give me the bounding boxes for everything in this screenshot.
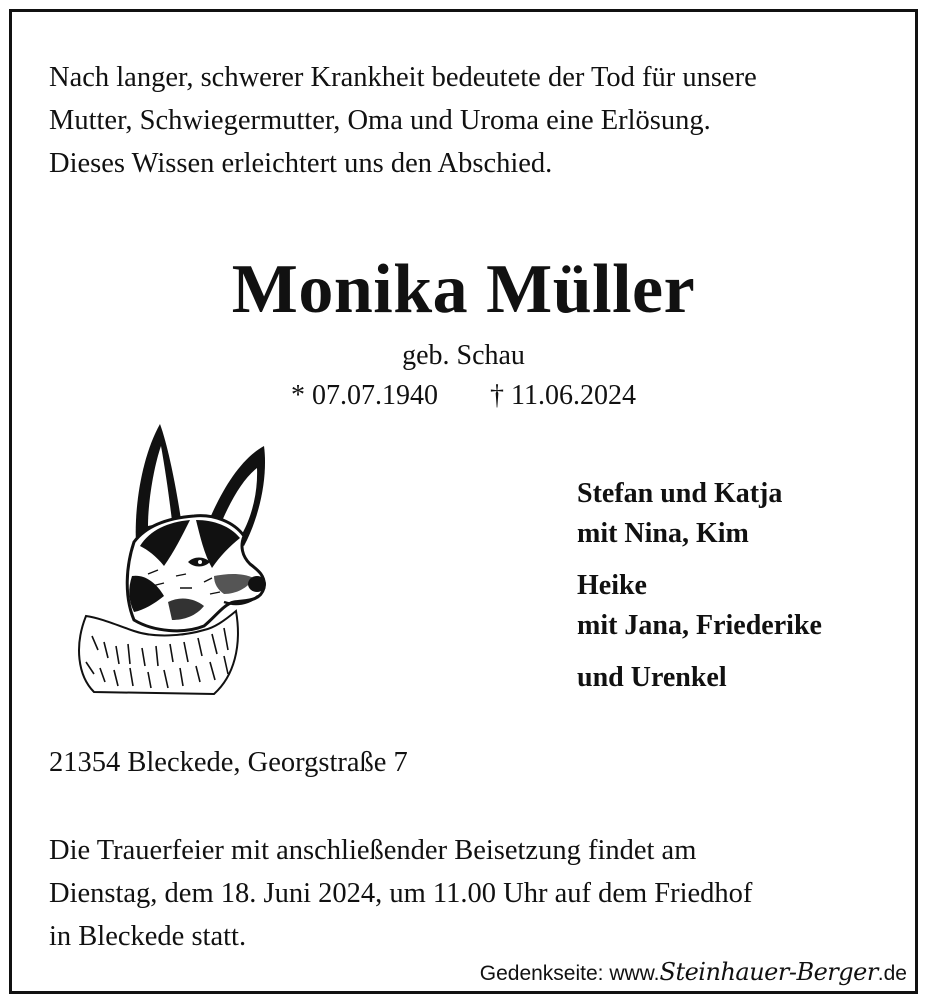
birth-date: * 07.07.1940 <box>291 380 439 411</box>
family-group <box>577 566 907 646</box>
intro-line: Dieses Wissen erleichtert uns den Abschied. <box>49 148 553 179</box>
obituary-frame <box>9 9 918 994</box>
family-line: mit Jana, Friederike <box>577 610 822 641</box>
family-line: Heike <box>577 570 647 601</box>
ceremony-line: Dienstag, dem 18. Juni 2024, um 11.00 Uhr auf dem Friedhof <box>49 878 753 909</box>
deceased-name: Monika Müller <box>231 251 696 328</box>
footer-brand: Steinhauer-Berger <box>659 958 878 986</box>
family-group <box>577 474 907 554</box>
memorial-page-link[interactable] <box>480 957 907 987</box>
ceremony-text <box>49 829 909 958</box>
maiden-name: geb. Schau <box>402 340 525 371</box>
dog-illustration <box>64 406 274 698</box>
family-line: Stefan und Katja <box>577 478 783 509</box>
intro-line: Mutter, Schwiegermutter, Oma und Uroma eine Erlösung. <box>49 105 711 136</box>
ceremony-line: Die Trauerfeier mit anschließender Beisetzung findet am <box>49 835 697 866</box>
address: 21354 Bleckede, Georgstraße 7 <box>49 747 408 778</box>
intro-line: Nach langer, schwerer Krankheit bedeutete der Tod für unsere <box>49 62 757 93</box>
family-line: mit Nina, Kim <box>577 518 749 549</box>
ceremony-line: in Bleckede statt. <box>49 921 247 952</box>
family-line: und Urenkel <box>577 662 727 693</box>
death-date: † 11.06.2024 <box>490 380 636 411</box>
family-list <box>577 474 907 710</box>
family-group <box>577 658 907 698</box>
intro-text <box>49 56 909 185</box>
footer-prefix: Gedenkseite: www. <box>479 962 660 985</box>
footer-suffix: .de <box>877 962 907 985</box>
